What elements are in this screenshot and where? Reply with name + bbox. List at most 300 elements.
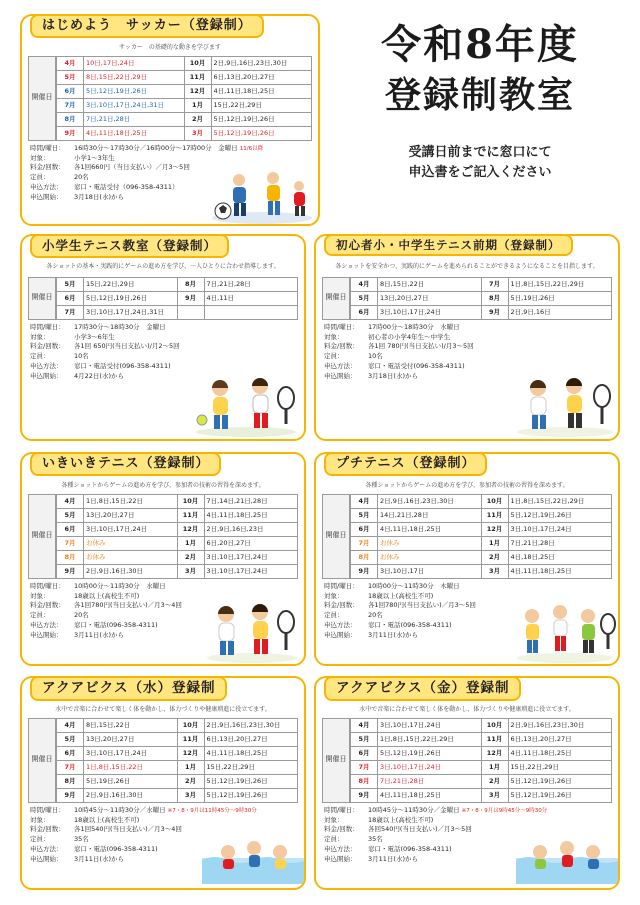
info-row [30,372,296,382]
hero-title-line2: 登録制教室 [384,74,575,116]
table-row [351,277,612,291]
info-value: 3月11日(水)から [368,630,418,639]
card-tennis-elementary [20,234,306,441]
table-row [57,98,312,112]
month-cell: 4月 [351,277,378,291]
dates-cell: 8日,15日,22日 [84,718,178,732]
hero-subtitle-line2: 申込書をご記入ください [408,164,552,180]
info-row [30,582,296,592]
card-aqua-friday-info [324,806,610,865]
info-value: 各1回780円(当日支払い)／月3～4回 [74,601,182,610]
schedule-header-label: 開催日 [322,277,350,320]
info-row [30,845,296,855]
month-cell: 6月 [351,746,378,760]
info-note: 11/6以降 [239,145,264,152]
month-cell: 3月 [481,788,508,802]
card-soccer-title: はじめよう サッカー（登録制） [30,14,264,38]
schedule-table [350,718,612,803]
info-label: 申込方法： [324,361,357,370]
dates-cell: 2日,9日,16日,23日,30日 [211,56,312,70]
dates-cell: 3日,10日,17日,24日,31日 [84,305,178,319]
month-cell: 12月 [177,522,204,536]
dates-cell: 15日,22日,29日 [204,760,298,774]
dates-cell: 15日,22日,29日 [211,98,312,112]
dates-cell: 5日,12日,19日,26日 [204,774,298,788]
info-label: 申込方法： [30,361,63,370]
month-cell: 5月 [57,70,84,84]
month-cell: 11月 [481,732,508,746]
info-row [324,855,610,865]
month-cell: 1月 [481,536,508,550]
card-ikiiki-tennis [20,452,306,666]
table-row [351,494,612,508]
info-value: 20名 [74,611,89,620]
info-value: 小学3～6年生 [74,332,115,341]
table-row [57,522,298,536]
table-row [351,536,612,550]
info-value: 窓口・電話受付（096-358-4311） [74,182,179,191]
card-aqua-friday [314,676,620,890]
month-cell: 9月 [351,564,378,578]
card-ikiiki-tennis-schedule [28,494,298,579]
table-row [57,112,312,126]
dates-cell: お休み [84,536,178,550]
hero-subtitle-line1: 受講日前までに窓口にて [408,145,552,161]
card-petit-tennis-lead: 各種ショットからゲームの進め方を学び、参加者の技術の習得を深めます。 [365,482,569,489]
info-value: 3月11日(水)から [74,630,124,639]
month-cell: 5月 [57,732,84,746]
month-cell: 1月 [177,536,204,550]
month-cell: 8月 [57,774,84,788]
dates-cell: 4日,18日,25日 [508,550,612,564]
info-label: 申込方法： [324,620,357,629]
table-row [57,746,298,760]
card-aqua-friday-title: アクアビクス（金）登録制 [324,676,521,701]
dates-cell: 5日,12日,19日,26日 [211,126,312,140]
table-row [351,291,612,305]
dates-cell: 4日,11日,18日,25日 [378,522,482,536]
month-cell: 10月 [177,718,204,732]
month-cell: 8月 [481,291,508,305]
card-aqua-friday-lead: 水中で音楽に合わせて楽しく体を動かし、体力づくりや健康増進に役立てます。 [359,706,575,713]
info-value: 10時45分～11時30分／水曜日 ※7・8・9月は11時45分～9時30分 [74,805,257,814]
info-row [30,592,296,602]
info-value: 窓口・電話(096-358-4311) [74,844,158,853]
dates-cell: 5日,12日,19日,26日 [508,774,612,788]
info-row [30,342,296,352]
info-label: 時間/曜日： [324,322,359,331]
info-row [324,592,610,602]
info-value: 3月11日(水)から [368,854,418,863]
card-aqua-wednesday-title: アクアビクス（水）登録制 [30,676,227,701]
dates-cell: 3日,10日,17日,24日 [204,550,298,564]
dates-cell: 3日,10日,17日,24日 [508,522,612,536]
dates-cell: 13日,20日,27日 [84,508,178,522]
info-row [30,323,296,333]
table-row [57,732,298,746]
info-value: 窓口・電話(096-358-4311) [368,620,452,629]
month-cell: 3月 [184,126,211,140]
month-cell: 3月 [177,788,204,802]
table-row [57,84,312,98]
month-cell: 6月 [57,84,84,98]
info-value: 20名 [74,173,89,182]
schedule-header-label: 開催日 [322,494,350,579]
month-cell: 9月 [57,564,84,578]
card-tennis-elementary-title: 小学生テニス教室（登録制） [30,234,229,258]
info-label: 定員： [30,173,50,182]
info-label: 時間/曜日： [324,805,359,814]
card-soccer-info [30,144,310,203]
month-cell: 9月 [57,788,84,802]
card-tennis-elementary-lead: 各ショットの基本・実践的にゲームの進め方を学び、一人ひとりに合わせ指導します。 [46,263,280,270]
dates-cell: 7日,21日,28日 [508,536,612,550]
hero-banner [320,0,640,225]
card-ikiiki-tennis-lead: 各種ショットからゲームの進め方を学び、参加者の技術の習得を深めます。 [61,482,265,489]
info-row [324,631,610,641]
month-cell: 5月 [57,508,84,522]
table-row [57,774,298,788]
table-row [351,746,612,760]
info-row [324,835,610,845]
info-value: 窓口・電話(096-358-4311) [368,844,452,853]
month-cell: 6月 [57,522,84,536]
month-cell: 11月 [481,508,508,522]
info-label: 申込開始： [324,854,357,863]
info-label: 対象： [30,332,50,341]
month-cell: 1月 [184,98,211,112]
info-row [30,855,296,865]
info-label: 料金/回数： [30,163,65,172]
info-note: ※7・8・9月は9時45分～9時30分 [461,807,548,814]
dates-cell: 4日,11日,18日,25日 [204,746,298,760]
month-cell: 10月 [177,494,204,508]
dates-cell: 3日,10日,17日,24日 [84,746,178,760]
card-tennis-beginner-lead: 各ショットを安全かつ、実践的にゲームを進められることができるようになることを目指します。 [335,263,599,270]
info-value: 18歳以上(高校生不可) [368,591,434,600]
info-row [30,611,296,621]
card-tennis-beginner-schedule [322,277,612,320]
table-row [351,508,612,522]
dates-cell: 10日,17日,24日 [84,56,185,70]
info-value: 10時00分～11時30分 木曜日 [368,581,460,590]
month-cell [177,305,204,319]
month-cell: 1月 [481,760,508,774]
info-value: 4月22日(水)から [74,371,124,380]
dates-cell: 5日,12日,19日,26日 [378,746,482,760]
month-cell: 7月 [351,760,378,774]
info-label: 時間/曜日： [30,143,65,152]
info-value: 35名 [74,835,89,844]
table-row [57,508,298,522]
dates-cell: 4日,11日,18日,25日 [211,84,312,98]
schedule-header-label: 開催日 [28,277,56,320]
dates-cell: 2日,9日,16日,30日 [84,788,178,802]
month-cell: 12月 [481,746,508,760]
info-row [30,806,296,816]
month-cell: 8月 [351,774,378,788]
info-row [30,144,310,154]
info-label: 料金/回数： [30,601,65,610]
month-cell: 3月 [177,564,204,578]
schedule-header-label: 開催日 [28,56,56,141]
info-label: 対象： [324,815,344,824]
card-tennis-beginner-info [324,323,610,382]
dates-cell: 7日,14日,21日,28日 [204,494,298,508]
dates-cell: 3日,10日,17日,24日,31日 [84,98,185,112]
info-row [324,372,610,382]
card-soccer-schedule [28,56,312,141]
info-value: 17時30分～18時30分 金曜日 [74,322,166,331]
dates-cell: 5日,19日,26日 [84,774,178,788]
dates-cell: お休み [84,550,178,564]
info-row [324,806,610,816]
dates-cell: 1日,8日,15日,22日,29日 [508,494,612,508]
info-row [30,631,296,641]
info-row [30,362,296,372]
table-row [57,494,298,508]
info-label: 申込方法： [30,182,63,191]
info-label: 定員： [30,835,50,844]
month-cell: 6月 [57,291,84,305]
info-value: 17時00分～18時30分 水曜日 [368,322,460,331]
info-row [324,323,610,333]
month-cell: 4月 [351,494,378,508]
card-aqua-wednesday-info [30,806,296,865]
info-label: 時間/曜日： [30,805,65,814]
schedule-header-label: 開催日 [28,494,56,579]
info-row [30,173,310,183]
month-cell: 7月 [57,760,84,774]
table-row [57,718,298,732]
dates-cell: 7日,21日,28日 [378,774,482,788]
table-row [351,550,612,564]
month-cell: 9月 [57,126,84,140]
card-tennis-beginner-title: 初心者小・中学生テニス前期（登録制） [324,234,573,256]
card-petit-tennis-title: プチテニス（登録制） [324,452,487,476]
info-value: 各1回780円(当日支払い)／月3～5回 [368,601,476,610]
month-cell: 2月 [481,550,508,564]
info-row [324,582,610,592]
info-value: 各1回 650円(当日支払い)/月2～5回 [74,342,180,351]
dates-cell: お休み [378,536,482,550]
card-petit-tennis-schedule [322,494,612,579]
dates-cell: 14日,21日,28日 [378,508,482,522]
dates-cell: 3日,10日,17日,24日 [378,305,482,319]
dates-cell: 2日,9日,16日,23日,30日 [204,718,298,732]
info-label: 対象： [30,591,50,600]
dates-cell: 13日,20日,27日 [84,732,178,746]
info-row [324,362,610,372]
card-tennis-elementary-info [30,323,296,382]
info-label: 定員： [324,835,344,844]
month-cell: 4月 [57,494,84,508]
info-row [30,621,296,631]
month-cell: 6月 [351,305,378,319]
info-row [30,163,310,173]
dates-cell: 4日,11日,18日,25日 [204,508,298,522]
card-soccer [20,14,320,226]
table-row [351,564,612,578]
dates-cell: 3日,10日,17日,24日 [204,564,298,578]
hero-title-line1: 令和8年度 [381,21,579,68]
info-label: 料金/回数： [324,825,359,834]
table-row [351,788,612,802]
card-petit-tennis-info [324,582,610,641]
dates-cell: 5日,12日,19日,26日 [84,84,185,98]
month-cell: 9月 [481,305,508,319]
month-cell: 5月 [351,291,378,305]
dates-cell: 5日,19日,26日 [508,291,612,305]
dates-cell: 6日,20日,27日 [204,536,298,550]
card-soccer-lead: サッカー の基礎的な動きを学びます [119,44,221,51]
dates-cell: 4日,11日,18日,25日 [508,564,612,578]
info-row [324,342,610,352]
month-cell: 5月 [351,732,378,746]
month-cell: 7月 [57,98,84,112]
month-cell: 2月 [177,774,204,788]
table-row [57,550,298,564]
month-cell: 12月 [177,746,204,760]
schedule-table [56,718,298,803]
card-aqua-wednesday-lead: 水中で音楽に合わせて楽しく体を動かし、体力づくりや健康増進に役立てます。 [55,706,271,713]
table-row [351,522,612,536]
info-value: 各1回660円（当日支払い）／月3～5回 [74,163,190,172]
info-value: 小学1～3年生 [74,153,115,162]
month-cell: 7月 [57,536,84,550]
month-cell: 2月 [177,550,204,564]
info-value: 窓口・電話受付(096-358-4311) [74,361,171,370]
dates-cell: 5日,12日,19日,26日 [508,788,612,802]
info-label: 対象： [30,153,50,162]
info-value: 各1回540円(当日支払い)／月3～4回 [74,825,182,834]
dates-cell: 4日,11日,18日,25日 [508,746,612,760]
dates-cell: 5日,12日,19日,26日 [84,291,178,305]
dates-cell: 3日,10日,17日,24日 [84,522,178,536]
dates-cell: 1日,8日,15日,22日,29日 [378,732,482,746]
schedule-table [350,494,612,579]
month-cell: 2月 [481,774,508,788]
month-cell: 6月 [57,746,84,760]
month-cell: 8月 [57,550,84,564]
info-label: 申込方法： [30,844,63,853]
dates-cell: 15日,22日,29日 [84,277,178,291]
info-label: 申込方法： [30,620,63,629]
info-label: 料金/回数： [324,342,359,351]
month-cell: 10月 [184,56,211,70]
schedule-table [56,277,298,320]
month-cell: 8月 [177,277,204,291]
info-value: 3月18日(水)から [368,371,418,380]
schedule-header-label: 開催日 [322,718,350,803]
table-row [57,56,312,70]
info-row [324,621,610,631]
table-row [57,564,298,578]
month-cell: 12月 [481,522,508,536]
info-note: ※7・8・9月は11時45分～9時30分 [167,807,257,814]
dates-cell: 1日,8日,15日,22日 [84,760,178,774]
dates-cell: 3日,10日,17日,24日 [378,760,482,774]
dates-cell: 3日,10日,17日,24日 [378,718,482,732]
table-row [57,305,298,319]
info-label: 定員： [324,352,344,361]
info-row [324,601,610,611]
table-row [57,291,298,305]
dates-cell: 8日,15日,22日,29日 [84,70,185,84]
table-row [57,760,298,774]
dates-cell: 2日,9日,16日,23日 [204,522,298,536]
info-row [324,845,610,855]
info-row [30,183,310,193]
dates-cell: お休み [378,550,482,564]
card-aqua-wednesday-schedule [28,718,298,803]
info-row [324,333,610,343]
table-row [351,760,612,774]
info-value: 10名 [368,352,383,361]
info-value: 20名 [368,611,383,620]
info-row [324,611,610,621]
schedule-table [56,494,298,579]
month-cell: 3月 [481,564,508,578]
month-cell: 7月 [57,305,84,319]
month-cell: 10月 [481,494,508,508]
info-value: 10時45分～11時30分／金曜日 ※7・8・9月は9時45分～9時30分 [368,805,548,814]
info-row [324,825,610,835]
dates-cell: 7日,21日,28日 [204,277,298,291]
info-row [30,352,296,362]
info-row [324,352,610,362]
dates-cell: 2日,9日,16日 [508,305,612,319]
info-value: 18歳以上(高校生不可) [74,815,140,824]
info-value: 窓口・電話受付(096-358-4311) [368,361,465,370]
month-cell: 5月 [351,508,378,522]
dates-cell: 4日,11日 [204,291,298,305]
month-cell: 2月 [184,112,211,126]
info-row [30,601,296,611]
info-label: 申込開始： [30,854,63,863]
card-aqua-wednesday [20,676,306,890]
month-cell: 6月 [351,522,378,536]
dates-cell: 4日,11日,18日,25日 [84,126,185,140]
info-row [324,816,610,826]
info-value: 35名 [368,835,383,844]
info-label: 対象： [30,815,50,824]
table-row [351,732,612,746]
info-label: 料金/回数： [30,342,65,351]
info-value: 各回540円(当日支払い)／月3～5回 [368,825,472,834]
dates-cell: 6日,13日,20日,27日 [204,732,298,746]
month-cell: 7月 [481,277,508,291]
info-label: 申込方法： [324,844,357,853]
dates-cell: 5日,12日,19日,26日 [204,788,298,802]
dates-cell: 1日,8日,15日,22日,29日 [508,277,612,291]
card-aqua-friday-schedule [322,718,612,803]
dates-cell: 2日,9日,16日,23日,30日 [378,494,482,508]
info-row [30,816,296,826]
table-row [57,536,298,550]
info-label: 対象： [324,591,344,600]
info-value: 18歳以上(高校生不可) [74,591,140,600]
table-row [57,788,298,802]
info-value: 18歳以上(高校生不可) [368,815,434,824]
dates-cell: 2日,9日,16日,30日 [84,564,178,578]
card-tennis-beginner [314,234,620,441]
info-label: 定員： [30,611,50,620]
dates-cell: 8日,15日,22日 [378,277,482,291]
info-value: 3月11日(水)から [74,854,124,863]
dates-cell: 15日,22日,29日 [508,760,612,774]
month-cell: 12月 [184,84,211,98]
